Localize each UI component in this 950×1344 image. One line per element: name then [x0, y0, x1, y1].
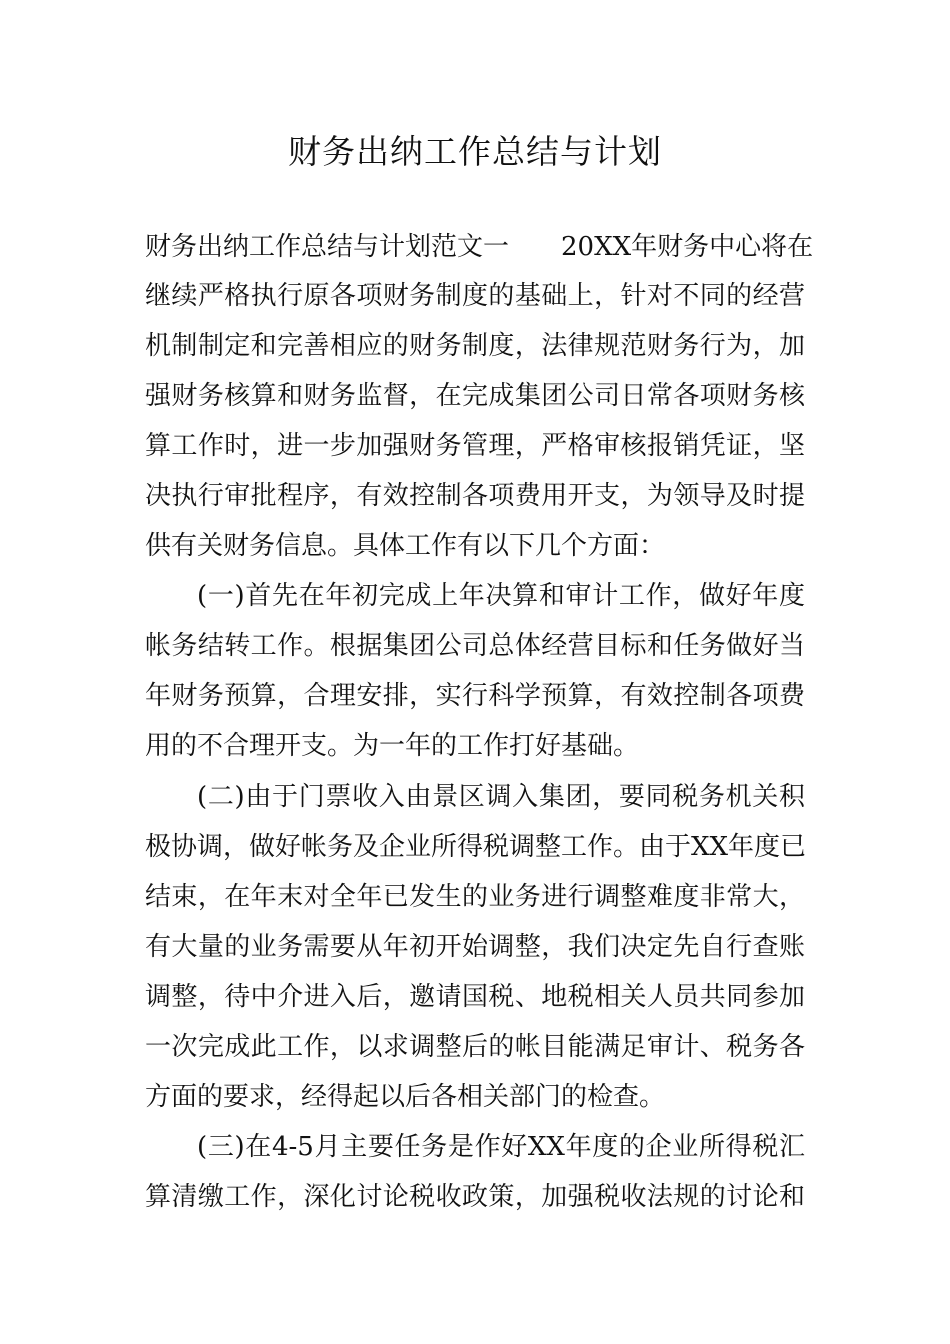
paragraph-line-3: 机制制定和完善相应的财务制度，法律规范财务行为，加: [145, 331, 805, 361]
paragraph-line-10: 年财务预算，合理安排，实行科学预算，有效控制各项费: [145, 681, 805, 711]
paragraph-line-6: 决执行审批程序，有效控制各项费用开支，为领导及时提: [145, 481, 805, 511]
paragraph-line-9: 帐务结转工作。根据集团公司总体经营目标和任务做好当: [145, 631, 805, 661]
paragraph-line-13: 极协调，做好帐务及企业所得税调整工作。由于XX年度已: [145, 832, 807, 862]
paragraph-line-15: 有大量的业务需要从年初开始调整，我们决定先自行查账: [145, 932, 805, 962]
paragraph-line-16: 调整，待中介进入后，邀请国税、地税相关人员共同参加: [145, 982, 805, 1012]
paragraph-line-7: 供有关财务信息。具体工作有以下几个方面：: [145, 531, 666, 561]
paragraph-line-19: (三)在4-5月主要任务是作好XX年度的企业所得税汇: [197, 1132, 805, 1162]
paragraph-line-5: 算工作时，进一步加强财务管理，严格审核报销凭证，坚: [145, 431, 805, 461]
document-title: 财务出纳工作总结与计划: [288, 132, 662, 171]
paragraph-line-20: 算清缴工作，深化讨论税收政策，加强税收法规的讨论和: [145, 1182, 805, 1212]
paragraph-line-18: 方面的要求，经得起以后各相关部门的检查。: [145, 1082, 666, 1112]
paragraph-line-12: (二)由于门票收入由景区调入集团，要同税务机关积: [197, 782, 805, 812]
paragraph-line-11: 用的不合理开支。为一年的工作打好基础。: [145, 731, 640, 761]
intro-opening-text: 20XX年财务中心将在: [561, 232, 814, 262]
paragraph-line-4: 强财务核算和财务监督，在完成集团公司日常各项财务核: [145, 381, 805, 411]
intro-heading-text: 财务出纳工作总结与计划范文一: [145, 232, 510, 262]
paragraph-line-1: [145, 223, 814, 272]
paragraph-line-14: 结束，在年末对全年已发生的业务进行调整难度非常大，: [145, 882, 805, 912]
paragraph-line-2: 继续严格执行原各项财务制度的基础上，针对不同的经营: [145, 281, 805, 311]
paragraph-line-17: 一次完成此工作，以求调整后的帐目能满足审计、税务各: [145, 1032, 805, 1062]
paragraph-line-8: (一)首先在年初完成上年决算和审计工作，做好年度: [197, 581, 805, 611]
